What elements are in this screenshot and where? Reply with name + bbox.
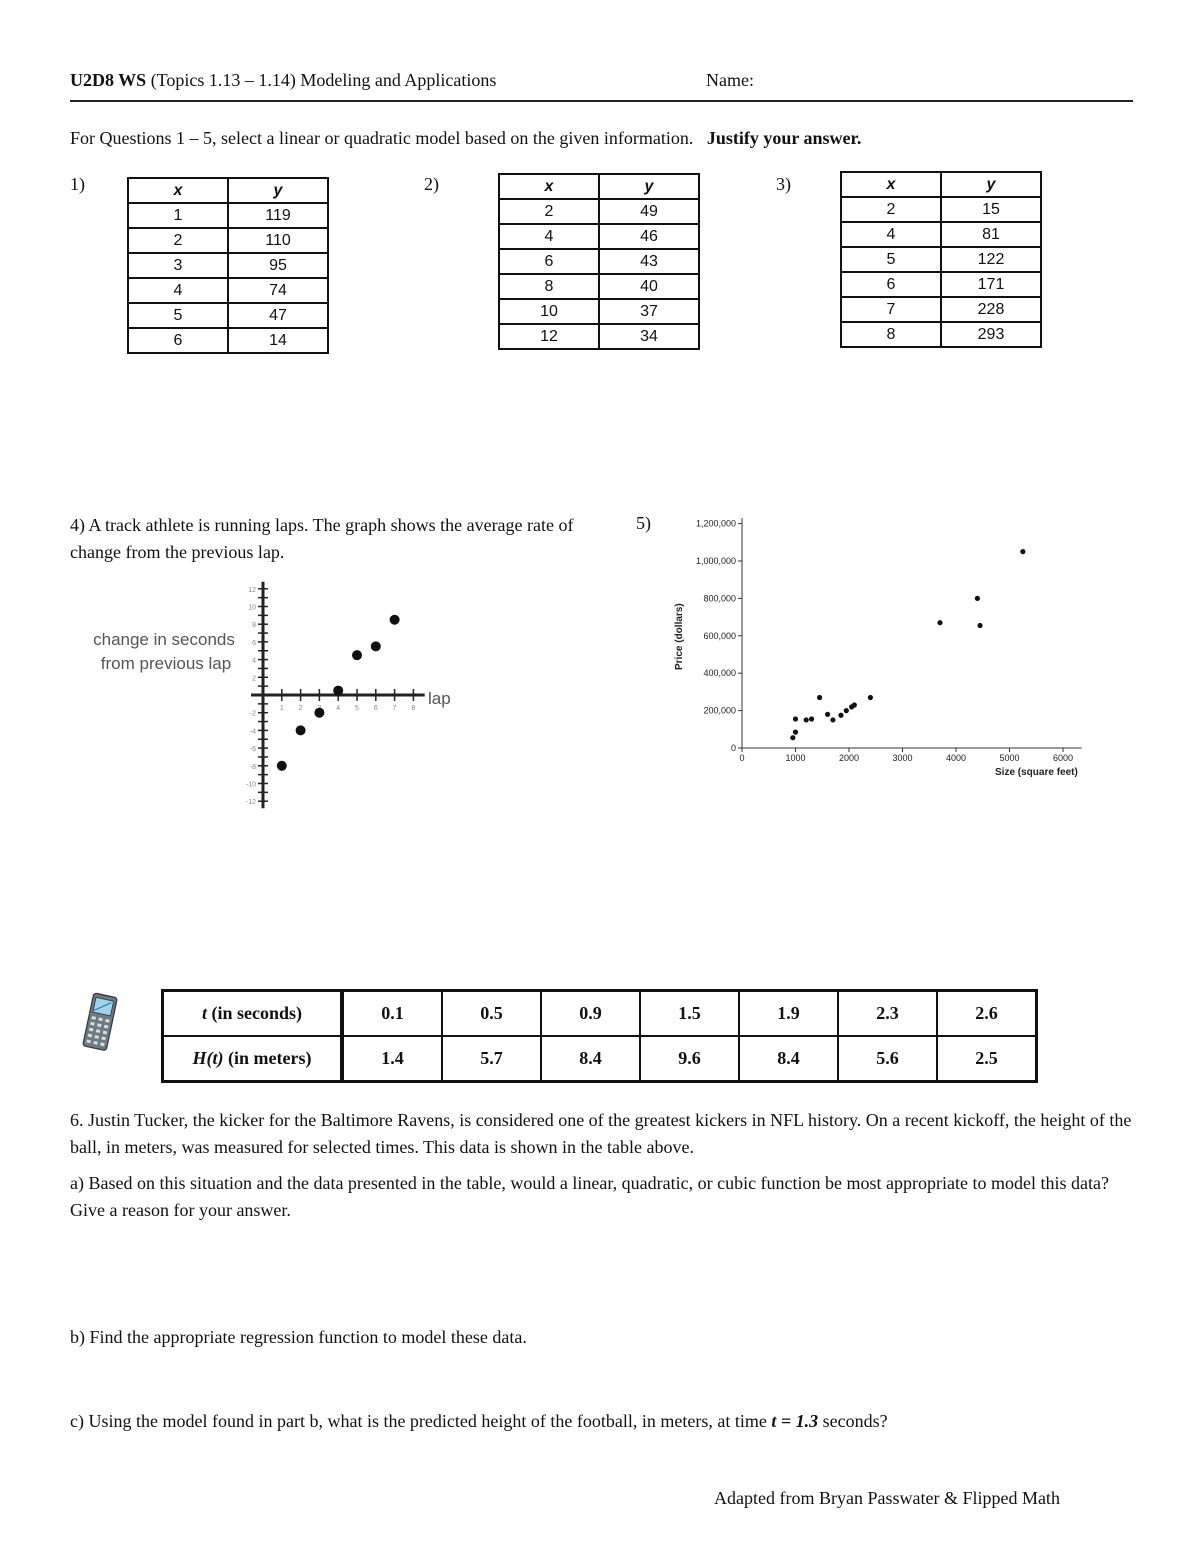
q3-header-row <box>841 172 1041 197</box>
q2-table <box>498 173 700 350</box>
q3-header-y: y <box>941 172 1041 197</box>
q2-row <box>499 249 699 274</box>
q4-text: 4) A track athlete is running laps. The graph shows the average rate of change from the previous lap. <box>70 515 574 562</box>
q1-cell: 95 <box>228 253 328 278</box>
q2-cell: 46 <box>599 224 699 249</box>
q2-cell: 40 <box>599 274 699 299</box>
q6-t-cell: 1.5 <box>640 991 739 1037</box>
q2-cell: 2 <box>499 199 599 224</box>
q2-header-x: x <box>499 174 599 199</box>
q4-y-tick-label: -8 <box>249 763 256 771</box>
q3-cell: 7 <box>841 297 941 322</box>
q4-y-tick-label: -4 <box>249 728 256 736</box>
q2-cell: 37 <box>599 299 699 324</box>
q1-label: 1) <box>70 174 85 194</box>
q6-t-cell: 0.1 <box>342 991 442 1037</box>
q2-cell: 43 <box>599 249 699 274</box>
q3-header-x: x <box>841 172 941 197</box>
q2-cell: 12 <box>499 324 599 349</box>
q6-t-cell: 2.6 <box>937 991 1037 1037</box>
q3-row <box>841 222 1041 247</box>
q2-row <box>499 299 699 324</box>
q6-h-cell: 1.4 <box>342 1036 442 1082</box>
q4-y-tick-label: 12 <box>248 586 256 594</box>
q3-row <box>841 272 1041 297</box>
q4-x-tick-label: 5 <box>355 705 359 712</box>
q1-row <box>128 303 328 328</box>
q4-y-tick-label: 6 <box>252 639 256 647</box>
q5-y-tick-label: 200,000 <box>703 705 736 716</box>
footer-credit: Adapted from Bryan Passwater & Flipped Math <box>714 1488 1060 1508</box>
q6-row-height <box>163 1036 1037 1082</box>
q3-cell: 171 <box>941 272 1041 297</box>
q5-data-point <box>790 735 795 740</box>
q4-x-tick-label: 6 <box>373 705 378 712</box>
q3-cell: 4 <box>841 222 941 247</box>
q4-x-tick-label: 7 <box>392 705 397 712</box>
q3-cell: 2 <box>841 197 941 222</box>
instructions <box>70 128 861 149</box>
q1-header-x: x <box>128 178 228 203</box>
q5-x-tick-label: 4000 <box>945 753 967 763</box>
q2-row <box>499 274 699 299</box>
q5-data-point <box>825 712 830 717</box>
q4-x-tick-label: 8 <box>411 705 416 712</box>
q5-x-tick-label: 5000 <box>999 753 1020 763</box>
q3-cell: 81 <box>941 222 1041 247</box>
q3-row <box>841 297 1041 322</box>
q4-data-point <box>352 650 362 660</box>
q1-cell: 4 <box>128 278 228 303</box>
q3-row <box>841 247 1041 272</box>
q5-data-point <box>1020 549 1025 554</box>
q1-row <box>128 253 328 278</box>
q6-h-cell: 8.4 <box>541 1036 640 1082</box>
q4-y-tick-label: 2 <box>252 675 256 683</box>
q4-data-point <box>371 641 381 651</box>
q5-data-point <box>844 708 849 713</box>
q3-label: 3) <box>776 174 791 194</box>
q4-y-tick-label: -12 <box>245 799 256 807</box>
q4-data-point <box>277 761 287 771</box>
q5-y-tick-label: 600,000 <box>703 630 736 641</box>
q5-x-tick-label: 0 <box>739 753 745 763</box>
q5-x-tick-label: 1000 <box>785 753 806 763</box>
q5-data-point <box>977 623 982 628</box>
q5-data-point <box>817 695 822 700</box>
q1-cell: 6 <box>128 328 228 353</box>
q4-y-tick-label: -6 <box>249 746 256 754</box>
q5-y-tick-label: 400,000 <box>703 668 736 679</box>
q5-data-point <box>809 716 814 721</box>
q4-y-tick-label: 4 <box>252 657 256 665</box>
q5-graph <box>665 505 1095 785</box>
q4-y-tick-label: 8 <box>252 622 256 630</box>
q1-cell: 2 <box>128 228 228 253</box>
q2-header-y: y <box>599 174 699 199</box>
q2-row <box>499 224 699 249</box>
q2-cell: 49 <box>599 199 699 224</box>
q4-data-point <box>333 686 343 696</box>
instructions-emphasis: Justify your answer. <box>706 128 862 148</box>
q5-data-point <box>838 713 843 718</box>
q6-t-cell: 2.3 <box>838 991 937 1037</box>
q4-data-point <box>314 708 324 718</box>
q5-ylabel: Price (dollars) <box>674 603 685 670</box>
q5-label: 5) <box>636 513 651 533</box>
q1-cell: 1 <box>128 203 228 228</box>
q3-cell: 293 <box>941 322 1041 347</box>
q6-h-cell: 5.6 <box>838 1036 937 1082</box>
q6-row-time <box>163 991 1037 1037</box>
q4-ylabel-2: from previous lap <box>100 654 232 673</box>
q6-part-a: a) Based on this situation and the data presented in the table, would a linear, quadratic, or cubic function be most appropriate to model this data? Give a reason for your answer. <box>70 1173 1109 1220</box>
q6-table <box>161 989 1038 1083</box>
q4-x-tick-label: 1 <box>279 705 284 712</box>
q2-cell: 6 <box>499 249 599 274</box>
q1-row <box>128 203 328 228</box>
q6-intro: 6. Justin Tucker, the kicker for the Baltimore Ravens, is considered one of the greatest kickers in NFL history. On a recent kickoff, the height of the ball, in meters, was measured for selected times. This data is shown in the table above. <box>70 1110 1132 1157</box>
q4-data-point <box>390 615 400 625</box>
q2-cell: 34 <box>599 324 699 349</box>
q5-y-tick-label: 800,000 <box>703 593 736 604</box>
q4-xlabel: lap <box>428 689 451 708</box>
q2-row <box>499 199 699 224</box>
q1-cell: 110 <box>228 228 328 253</box>
q4-y-tick-label: 10 <box>248 604 256 612</box>
q5-y-tick-label: 1,000,000 <box>695 556 736 566</box>
q5-y-tick-label: 1,200,000 <box>695 518 736 529</box>
name-label: Name: <box>706 70 754 90</box>
q2-header-row <box>499 174 699 199</box>
q5-y-tick-label: 0 <box>730 743 736 753</box>
q2-cell: 8 <box>499 274 599 299</box>
q2-label: 2) <box>424 174 439 194</box>
q3-cell: 228 <box>941 297 1041 322</box>
q5-xlabel: Size (square feet) <box>995 767 1078 778</box>
q4-y-tick-label: -2 <box>249 710 256 718</box>
q6-h-cell: 2.5 <box>937 1036 1037 1082</box>
q1-table <box>127 177 329 354</box>
q1-row <box>128 228 328 253</box>
q2-cell: 4 <box>499 224 599 249</box>
worksheet-code: U2D8 WS <box>70 70 147 90</box>
q1-cell: 119 <box>228 203 328 228</box>
q6-part-b: b) Find the appropriate regression function to model these data. <box>70 1327 527 1347</box>
q5-data-point <box>830 717 835 722</box>
q5-x-tick-label: 6000 <box>1052 753 1074 763</box>
q6-h-cell: 8.4 <box>739 1036 838 1082</box>
q5-data-point <box>937 620 942 625</box>
q3-cell: 8 <box>841 322 941 347</box>
q4-x-tick-label: 4 <box>336 705 341 712</box>
q1-row <box>128 278 328 303</box>
q3-cell: 122 <box>941 247 1041 272</box>
q1-cell: 5 <box>128 303 228 328</box>
q5-data-point <box>868 695 873 700</box>
worksheet-header <box>70 70 1133 102</box>
calculator-icon <box>80 992 122 1052</box>
q3-cell: 15 <box>941 197 1041 222</box>
q4-data-point <box>296 725 306 735</box>
q5-data-point <box>804 717 809 722</box>
q5-x-tick-label: 3000 <box>892 753 913 763</box>
q1-cell: 47 <box>228 303 328 328</box>
q3-cell: 6 <box>841 272 941 297</box>
q1-cell: 14 <box>228 328 328 353</box>
q4-ylabel-1: change in seconds <box>93 630 235 649</box>
q6-row-time-header: t (in seconds) <box>163 991 343 1037</box>
q2-cell: 10 <box>499 299 599 324</box>
q5-data-point <box>852 702 857 707</box>
q3-row <box>841 197 1041 222</box>
q1-cell: 74 <box>228 278 328 303</box>
q5-data-point <box>793 730 798 735</box>
q6-part-c: c) Using the model found in part b, what is the predicted height of the football, in meters, at time t = 1.3 seconds? <box>70 1411 888 1431</box>
q4-graph <box>70 580 470 815</box>
instructions-text: For Questions 1 – 5, select a linear or quadratic model based on the given information. <box>70 128 694 148</box>
q5-x-tick-label: 2000 <box>838 753 860 763</box>
q1-row <box>128 328 328 353</box>
q4-y-tick-label: -10 <box>245 781 256 789</box>
q6-t-cell: 0.9 <box>541 991 640 1037</box>
q1-header-row <box>128 178 328 203</box>
q6-h-cell: 9.6 <box>640 1036 739 1082</box>
q5-data-point <box>975 596 980 601</box>
q3-table <box>840 171 1042 348</box>
q1-header-y: y <box>228 178 328 203</box>
q6-h-cell: 5.7 <box>442 1036 541 1082</box>
q1-cell: 3 <box>128 253 228 278</box>
q2-row <box>499 324 699 349</box>
q6-row-height-header: H(t) (in meters) <box>163 1036 343 1082</box>
q6-t-cell: 1.9 <box>739 991 838 1037</box>
q3-cell: 5 <box>841 247 941 272</box>
q4-x-tick-label: 2 <box>298 705 303 712</box>
q3-row <box>841 322 1041 347</box>
q6-t-cell: 0.5 <box>442 991 541 1037</box>
worksheet-topic: (Topics 1.13 – 1.14) Modeling and Applications <box>150 70 497 90</box>
q5-data-point <box>793 716 798 721</box>
